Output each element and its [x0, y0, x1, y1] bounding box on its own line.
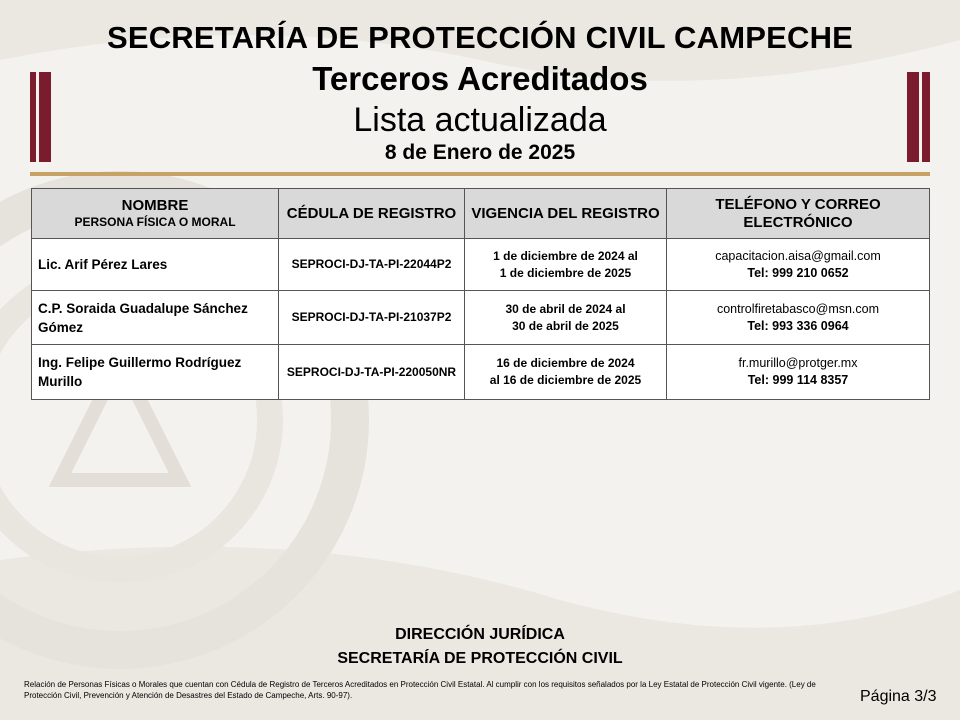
page-number: Página 3/3 [860, 688, 937, 705]
column-header-contact: TELÉFONO Y CORREO ELECTRÓNICO [667, 189, 930, 239]
row-cedula: SEPROCI-DJ-TA-PI-21037P2 [279, 291, 465, 345]
row-email: fr.murillo@protger.mx [738, 356, 858, 370]
row-phone: Tel: 999 210 0652 [747, 265, 849, 280]
table-row [32, 345, 930, 400]
column-header-name: NOMBRE PERSONA FÍSICA O MORAL [32, 189, 279, 239]
row-cedula: SEPROCI-DJ-TA-PI-220050NR [279, 345, 465, 400]
row-vigencia: 30 de abril de 2024 al 30 de abril de 2025 [465, 291, 667, 345]
column-header-cedula: CÉDULA DE REGISTRO [279, 189, 465, 239]
row-phone: Tel: 993 336 0964 [747, 318, 849, 333]
row-name: C.P. Soraida Guadalupe Sánchez Gómez [32, 291, 279, 345]
document-title: Terceros Acreditados [312, 60, 648, 97]
table-row [32, 239, 930, 291]
institution-title: SECRETARÍA DE PROTECCIÓN CIVIL CAMPECHE [106, 20, 854, 55]
row-contact [667, 345, 930, 400]
row-name: Lic. Arif Pérez Lares [32, 239, 279, 291]
footer-secretariat: SECRETARÍA DE PROTECCIÓN CIVIL [337, 650, 623, 667]
column-header-vigencia: VIGENCIA DEL REGISTRO [465, 189, 667, 239]
row-name: Ing. Felipe Guillermo Rodríguez Murillo [32, 345, 279, 400]
document-subtitle: Lista actualizada [353, 101, 607, 139]
footer-legal-note: Relación de Personas Físicas o Morales que cuentan con Cédula de Registro de Terceros Acreditados en Protección Civil Estatal. Al cumplir con los requisitos señalados por la Ley Estatal de Protección Civil vigente. (Ley de Protección Civil, Prevención y Atención de Desastres del Estado de Campeche, Arts. 90-97). [24, 680, 816, 700]
row-vigencia: 1 de diciembre de 2024 al 1 de diciembre de 2025 [465, 239, 667, 291]
row-email: capacitacion.aisa@gmail.com [715, 248, 881, 263]
table-header-row [32, 189, 930, 239]
document-date: 8 de Enero de 2025 [384, 141, 576, 164]
footer-department: DIRECCIÓN JURÍDICA [395, 626, 565, 643]
row-contact [667, 291, 930, 345]
row-contact [667, 239, 930, 291]
divider-line [30, 172, 930, 176]
row-vigencia: 16 de diciembre de 2024 al 16 de diciembre de 2025 [465, 345, 667, 400]
row-cedula: SEPROCI-DJ-TA-PI-22044P2 [279, 239, 465, 291]
table-row [32, 291, 930, 345]
row-phone: Tel: 999 114 8357 [747, 373, 849, 387]
registry-table [31, 188, 930, 400]
row-email: controlfiretabasco@msn.com [716, 301, 880, 316]
